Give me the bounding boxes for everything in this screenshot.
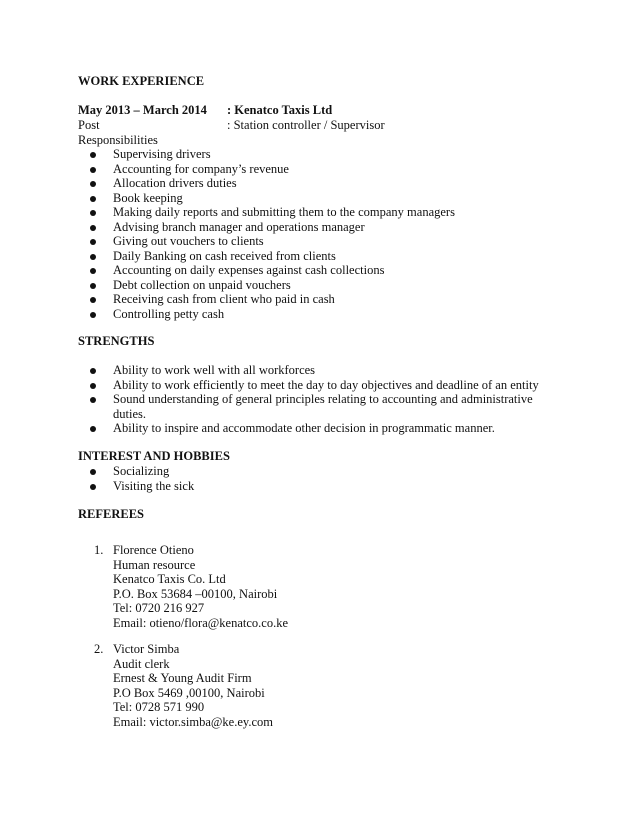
referee-role: Human resource	[113, 557, 196, 572]
list-item: Controlling petty cash	[0, 307, 543, 322]
list-item: Ability to work well with all workforces	[0, 363, 543, 378]
referee-company: Ernest & Young Audit Firm	[113, 671, 252, 686]
referee-company: Kenatco Taxis Co. Ltd	[113, 572, 226, 587]
bullet-icon	[90, 210, 96, 216]
bullet-icon	[90, 297, 96, 303]
referee-tel: Tel: 0728 571 990	[113, 700, 205, 715]
referee-email: Email: otieno/flora@kenatco.co.ke	[113, 615, 288, 630]
bullet-icon	[90, 397, 96, 403]
responsibilities-label: Responsibilities	[78, 133, 158, 147]
list-item: Giving out vouchers to clients	[0, 234, 543, 249]
post-label: Post	[78, 118, 100, 132]
referee-number: 2.	[94, 642, 104, 656]
strengths-heading: STRENGTHS	[78, 334, 155, 348]
referee-role: Audit clerk	[113, 656, 170, 671]
bullet-icon	[90, 152, 96, 158]
interests-heading: INTEREST AND HOBBIES	[78, 449, 230, 463]
bullet-icon	[90, 268, 96, 274]
bullet-icon	[90, 383, 96, 389]
employer-name: : Kenatco Taxis Ltd	[227, 103, 333, 117]
list-item: Sound understanding of general principles relating to accounting and administrative duties.	[0, 392, 533, 421]
interests-list	[0, 464, 638, 493]
list-item: Ability to work efficiently to meet the day to day objectives and deadline of an entity	[0, 378, 543, 393]
post-value: : Station controller / Supervisor	[227, 118, 385, 132]
bullet-icon	[90, 368, 96, 374]
list-item: Socializing	[0, 464, 543, 479]
bullet-icon	[90, 426, 96, 432]
list-item: Receiving cash from client who paid in cash	[0, 292, 543, 307]
list-item: Accounting for company’s revenue	[0, 162, 543, 177]
responsibilities-list	[0, 147, 638, 321]
referee-name: Florence Otieno	[113, 543, 194, 557]
bullet-icon	[90, 167, 96, 173]
bullet-icon	[90, 225, 96, 231]
bullet-icon	[90, 239, 96, 245]
referee-address: P.O Box 5469 ,00100, Nairobi	[113, 685, 265, 700]
referees-heading: REFEREES	[78, 507, 144, 521]
bullet-icon	[90, 254, 96, 260]
referee-email: Email: victor.simba@ke.ey.com	[113, 714, 273, 729]
referee-address: P.O. Box 53684 –00100, Nairobi	[113, 586, 278, 601]
bullet-icon	[90, 312, 96, 318]
referee-name: Victor Simba	[113, 642, 180, 656]
list-item: Advising branch manager and operations manager	[0, 220, 543, 235]
list-item: Book keeping	[0, 191, 543, 206]
list-item: Allocation drivers duties	[0, 176, 543, 191]
list-item: Ability to inspire and accommodate other decision in programmatic manner.	[0, 421, 543, 436]
bullet-icon	[90, 181, 96, 187]
list-item: Accounting on daily expenses against cash collections	[0, 263, 543, 278]
list-item: Debt collection on unpaid vouchers	[0, 278, 543, 293]
list-item: Making daily reports and submitting them to the company managers	[0, 205, 543, 220]
referee-card	[113, 642, 273, 730]
list-item: Daily Banking on cash received from clients	[0, 249, 543, 264]
list-item: Visiting the sick	[0, 479, 543, 494]
employment-period: May 2013 – March 2014	[78, 103, 207, 117]
work-experience-heading: WORK EXPERIENCE	[78, 74, 205, 88]
referee-number: 1.	[94, 543, 104, 557]
referee-tel: Tel: 0720 216 927	[113, 601, 205, 616]
bullet-icon	[90, 196, 96, 202]
strengths-list	[0, 363, 638, 436]
list-item: Supervising drivers	[0, 147, 543, 162]
bullet-icon	[90, 484, 96, 490]
bullet-icon	[90, 283, 96, 289]
referee-card	[113, 543, 288, 631]
bullet-icon	[90, 469, 96, 475]
